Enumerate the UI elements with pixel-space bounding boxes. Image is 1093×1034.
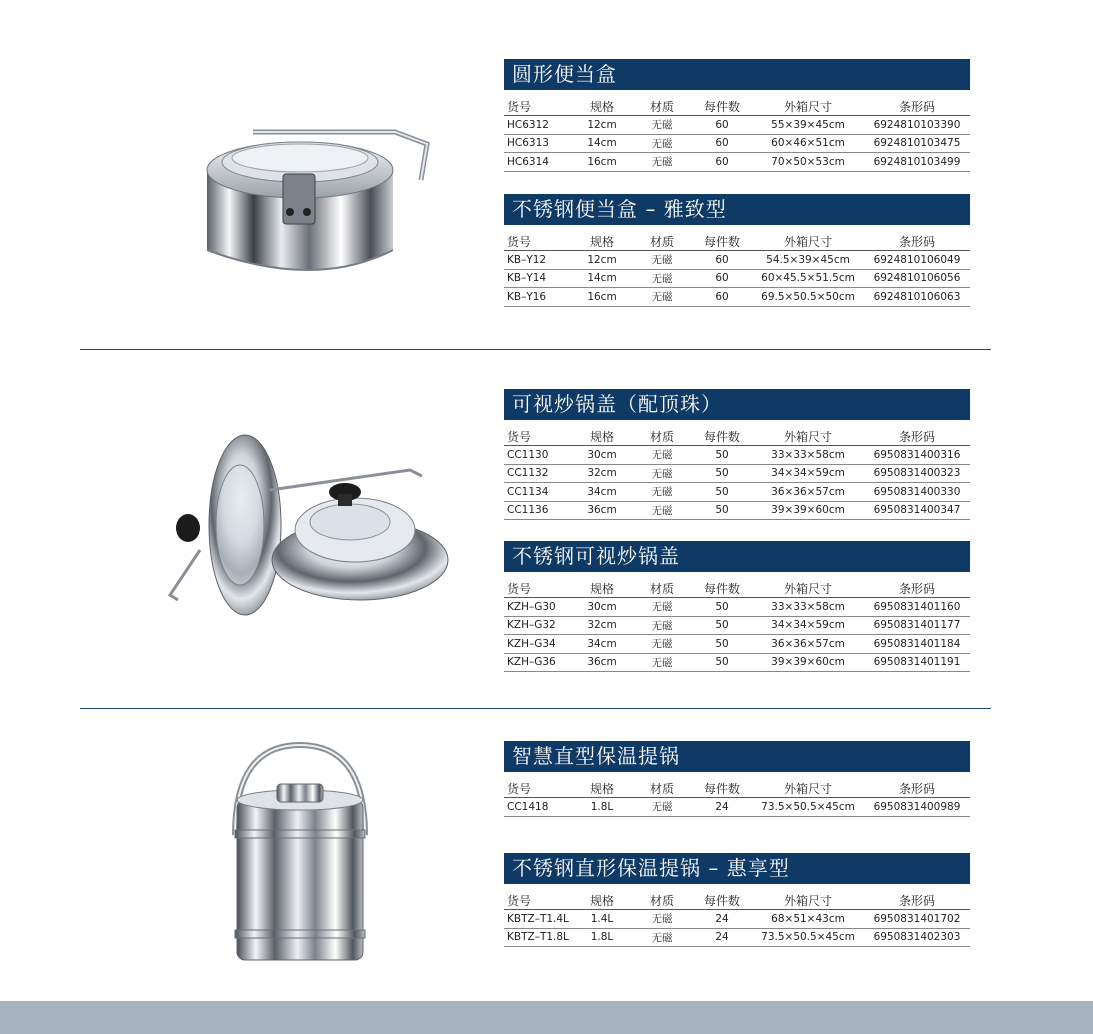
cell-per-carton: 60 (692, 251, 752, 270)
cell-material: 无磁 (632, 616, 692, 635)
table-row (504, 251, 970, 270)
header-carton-size: 外箱尺寸 (752, 780, 864, 798)
table-header-row (504, 580, 970, 598)
header-barcode: 条形码 (864, 428, 970, 446)
cell-spec: 14cm (572, 269, 632, 288)
cell-spec: 16cm (572, 288, 632, 307)
cell-barcode: 6924810103475 (864, 134, 970, 153)
cell-barcode: 6950831401702 (864, 910, 970, 929)
table-row (504, 464, 970, 483)
table-row (504, 928, 970, 947)
cell-barcode: 6950831400323 (864, 464, 970, 483)
header-per-carton: 每件数 (692, 428, 752, 446)
cell-material: 无磁 (632, 251, 692, 270)
food-carrier-photo (225, 740, 375, 965)
product-straight-food-carrier-value (504, 853, 970, 947)
header-item-no: 货号 (504, 780, 572, 798)
product-title: 不锈钢便当盒 – 雅致型 (504, 194, 970, 225)
product-title: 不锈钢可视炒锅盖 (504, 541, 970, 572)
product-smart-straight-food-carrier (504, 741, 970, 817)
table-header-row (504, 892, 970, 910)
cell-spec: 14cm (572, 134, 632, 153)
cell-item-no: KZH–G30 (504, 598, 572, 617)
cell-per-carton: 60 (692, 116, 752, 135)
spec-table (504, 892, 970, 947)
header-barcode: 条形码 (864, 780, 970, 798)
header-per-carton: 每件数 (692, 98, 752, 116)
cell-item-no: KB–Y16 (504, 288, 572, 307)
cell-per-carton: 60 (692, 269, 752, 288)
cell-item-no: HC6312 (504, 116, 572, 135)
cell-per-carton: 60 (692, 134, 752, 153)
cell-per-carton: 24 (692, 910, 752, 929)
table-row (504, 635, 970, 654)
cell-carton-size: 55×39×45cm (752, 116, 864, 135)
cell-item-no: KB–Y14 (504, 269, 572, 288)
cell-material: 无磁 (632, 928, 692, 947)
spec-table (504, 780, 970, 817)
header-spec: 规格 (572, 780, 632, 798)
header-spec: 规格 (572, 233, 632, 251)
header-carton-size: 外箱尺寸 (752, 98, 864, 116)
product-stainless-visible-wok-lid (504, 541, 970, 672)
product-title: 圆形便当盒 (504, 59, 970, 90)
cell-carton-size: 60×46×51cm (752, 134, 864, 153)
header-barcode: 条形码 (864, 98, 970, 116)
cell-barcode: 6950831401191 (864, 653, 970, 672)
header-material: 材质 (632, 892, 692, 910)
header-material: 材质 (632, 98, 692, 116)
header-barcode: 条形码 (864, 233, 970, 251)
cell-carton-size: 70×50×53cm (752, 153, 864, 172)
cell-spec: 30cm (572, 598, 632, 617)
cell-spec: 12cm (572, 251, 632, 270)
table-row (504, 598, 970, 617)
header-material: 材质 (632, 580, 692, 598)
cell-item-no: CC1134 (504, 483, 572, 502)
cell-carton-size: 33×33×58cm (752, 446, 864, 465)
table-row (504, 153, 970, 172)
cell-item-no: CC1136 (504, 501, 572, 520)
cell-carton-size: 34×34×59cm (752, 616, 864, 635)
cell-item-no: KB–Y12 (504, 251, 572, 270)
cell-material: 无磁 (632, 483, 692, 502)
spec-table (504, 580, 970, 672)
cell-item-no: KZH–G36 (504, 653, 572, 672)
table-header-row (504, 780, 970, 798)
cell-spec: 32cm (572, 616, 632, 635)
cell-material: 无磁 (632, 269, 692, 288)
header-per-carton: 每件数 (692, 580, 752, 598)
header-per-carton: 每件数 (692, 892, 752, 910)
product-round-lunch-box (504, 59, 970, 172)
header-material: 材质 (632, 233, 692, 251)
header-spec: 规格 (572, 98, 632, 116)
table-row (504, 446, 970, 465)
cell-carton-size: 36×36×57cm (752, 483, 864, 502)
cell-per-carton: 50 (692, 616, 752, 635)
cell-barcode: 6924810103390 (864, 116, 970, 135)
product-visible-wok-lid-knob (504, 389, 970, 520)
cell-per-carton: 50 (692, 483, 752, 502)
cell-carton-size: 69.5×50.5×50cm (752, 288, 864, 307)
cell-barcode: 6950831401177 (864, 616, 970, 635)
cell-per-carton: 60 (692, 153, 752, 172)
header-carton-size: 外箱尺寸 (752, 428, 864, 446)
header-item-no: 货号 (504, 892, 572, 910)
header-barcode: 条形码 (864, 892, 970, 910)
lunch-box-photo (195, 110, 435, 285)
product-title: 可视炒锅盖（配顶珠） (504, 389, 970, 420)
cell-carton-size: 34×34×59cm (752, 464, 864, 483)
cell-spec: 12cm (572, 116, 632, 135)
cell-item-no: KZH–G32 (504, 616, 572, 635)
table-row (504, 653, 970, 672)
cell-barcode: 6950831400316 (864, 446, 970, 465)
cell-item-no: KBTZ–T1.8L (504, 928, 572, 947)
cell-barcode: 6950831401160 (864, 598, 970, 617)
cell-material: 无磁 (632, 798, 692, 817)
table-header-row (504, 428, 970, 446)
section-divider-1 (80, 349, 991, 350)
cell-material: 无磁 (632, 464, 692, 483)
header-barcode: 条形码 (864, 580, 970, 598)
header-material: 材质 (632, 780, 692, 798)
cell-barcode: 6950831400347 (864, 501, 970, 520)
cell-per-carton: 50 (692, 635, 752, 654)
wok-lid-photo (160, 430, 450, 620)
cell-item-no: KZH–G34 (504, 635, 572, 654)
cell-spec: 1.8L (572, 928, 632, 947)
cell-per-carton: 24 (692, 928, 752, 947)
table-row (504, 910, 970, 929)
cell-material: 无磁 (632, 598, 692, 617)
cell-item-no: CC1132 (504, 464, 572, 483)
cell-carton-size: 68×51×43cm (752, 910, 864, 929)
cell-material: 无磁 (632, 653, 692, 672)
table-row (504, 501, 970, 520)
header-spec: 规格 (572, 892, 632, 910)
cell-barcode: 6950831400989 (864, 798, 970, 817)
header-carton-size: 外箱尺寸 (752, 892, 864, 910)
cell-material: 无磁 (632, 288, 692, 307)
cell-material: 无磁 (632, 116, 692, 135)
cell-material: 无磁 (632, 910, 692, 929)
cell-material: 无磁 (632, 501, 692, 520)
table-row (504, 798, 970, 817)
cell-spec: 1.4L (572, 910, 632, 929)
cell-carton-size: 54.5×39×45cm (752, 251, 864, 270)
cell-barcode: 6950831402303 (864, 928, 970, 947)
cell-per-carton: 50 (692, 446, 752, 465)
cell-material: 无磁 (632, 635, 692, 654)
cell-per-carton: 24 (692, 798, 752, 817)
cell-carton-size: 39×39×60cm (752, 653, 864, 672)
cell-spec: 36cm (572, 501, 632, 520)
table-header-row (504, 233, 970, 251)
cell-spec: 36cm (572, 653, 632, 672)
cell-carton-size: 36×36×57cm (752, 635, 864, 654)
header-carton-size: 外箱尺寸 (752, 233, 864, 251)
cell-barcode: 6924810106063 (864, 288, 970, 307)
cell-carton-size: 60×45.5×51.5cm (752, 269, 864, 288)
header-carton-size: 外箱尺寸 (752, 580, 864, 598)
header-item-no: 货号 (504, 428, 572, 446)
cell-item-no: HC6314 (504, 153, 572, 172)
table-row (504, 269, 970, 288)
header-item-no: 货号 (504, 98, 572, 116)
table-row (504, 616, 970, 635)
table-row (504, 116, 970, 135)
cell-carton-size: 73.5×50.5×45cm (752, 928, 864, 947)
cell-carton-size: 33×33×58cm (752, 598, 864, 617)
cell-per-carton: 50 (692, 464, 752, 483)
cell-material: 无磁 (632, 153, 692, 172)
cell-spec: 32cm (572, 464, 632, 483)
cell-carton-size: 39×39×60cm (752, 501, 864, 520)
cell-spec: 34cm (572, 483, 632, 502)
cell-item-no: CC1130 (504, 446, 572, 465)
product-title: 智慧直型保温提锅 (504, 741, 970, 772)
cell-barcode: 6924810103499 (864, 153, 970, 172)
table-row (504, 134, 970, 153)
section-divider-2 (80, 708, 991, 709)
cell-item-no: HC6313 (504, 134, 572, 153)
cell-barcode: 6950831401184 (864, 635, 970, 654)
header-per-carton: 每件数 (692, 780, 752, 798)
cell-barcode: 6950831400330 (864, 483, 970, 502)
cell-spec: 1.8L (572, 798, 632, 817)
header-material: 材质 (632, 428, 692, 446)
cell-per-carton: 50 (692, 501, 752, 520)
cell-spec: 34cm (572, 635, 632, 654)
header-item-no: 货号 (504, 580, 572, 598)
cell-barcode: 6924810106049 (864, 251, 970, 270)
product-title: 不锈钢直形保温提锅 – 惠享型 (504, 853, 970, 884)
table-row (504, 288, 970, 307)
header-per-carton: 每件数 (692, 233, 752, 251)
product-elegant-lunch-box (504, 194, 970, 307)
cell-per-carton: 60 (692, 288, 752, 307)
spec-table (504, 233, 970, 307)
cell-material: 无磁 (632, 446, 692, 465)
table-header-row (504, 98, 970, 116)
cell-per-carton: 50 (692, 653, 752, 672)
table-row (504, 483, 970, 502)
header-item-no: 货号 (504, 233, 572, 251)
cell-per-carton: 50 (692, 598, 752, 617)
cell-material: 无磁 (632, 134, 692, 153)
cell-barcode: 6924810106056 (864, 269, 970, 288)
spec-table (504, 428, 970, 520)
cell-spec: 30cm (572, 446, 632, 465)
footer-band (0, 1001, 1093, 1034)
cell-item-no: KBTZ–T1.4L (504, 910, 572, 929)
header-spec: 规格 (572, 428, 632, 446)
cell-item-no: CC1418 (504, 798, 572, 817)
cell-spec: 16cm (572, 153, 632, 172)
cell-carton-size: 73.5×50.5×45cm (752, 798, 864, 817)
spec-table (504, 98, 970, 172)
header-spec: 规格 (572, 580, 632, 598)
